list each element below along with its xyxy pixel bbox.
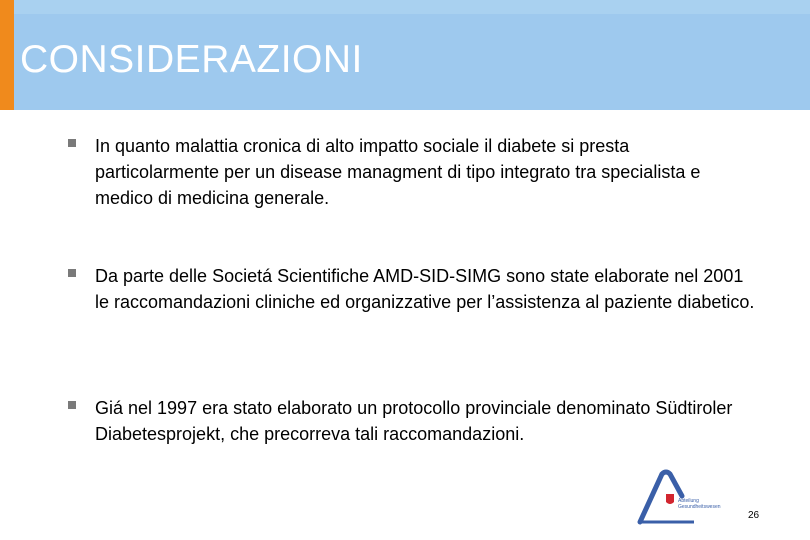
logo-text-line2: Gesundheitswesen: [678, 504, 721, 510]
logo-text-line1: Abteilung: [678, 498, 699, 504]
square-bullet-icon: [68, 269, 76, 277]
top-strip: [0, 0, 810, 14]
accent-bar: [0, 0, 14, 110]
square-bullet-icon: [68, 139, 76, 147]
logo-shield: [666, 494, 674, 504]
slide-title: CONSIDERAZIONI: [20, 38, 363, 81]
bullet-text: Giá nel 1997 era stato elaborato un protocollo provinciale denominato Südtiroler Diabetesprojekt, che precorreva tali raccomandazioni.: [95, 398, 733, 444]
bullet-text: In quanto malattia cronica di alto impatto sociale il diabete si presta particolarmente per un disease managment di tipo integrato tra specialista e medico di medicina generale.: [95, 136, 701, 208]
logo-swoosh: [640, 472, 682, 522]
square-bullet-icon: [68, 401, 76, 409]
page-number: 26: [748, 510, 760, 521]
bullet-text: Da parte delle Societá Scientifiche AMD-SID-SIMG sono state elaborate nel 2001 le raccomandazioni cliniche ed organizzative per l’assistenza al paziente diabetico.: [95, 266, 755, 312]
provincial-eagle-logo: [634, 466, 724, 526]
